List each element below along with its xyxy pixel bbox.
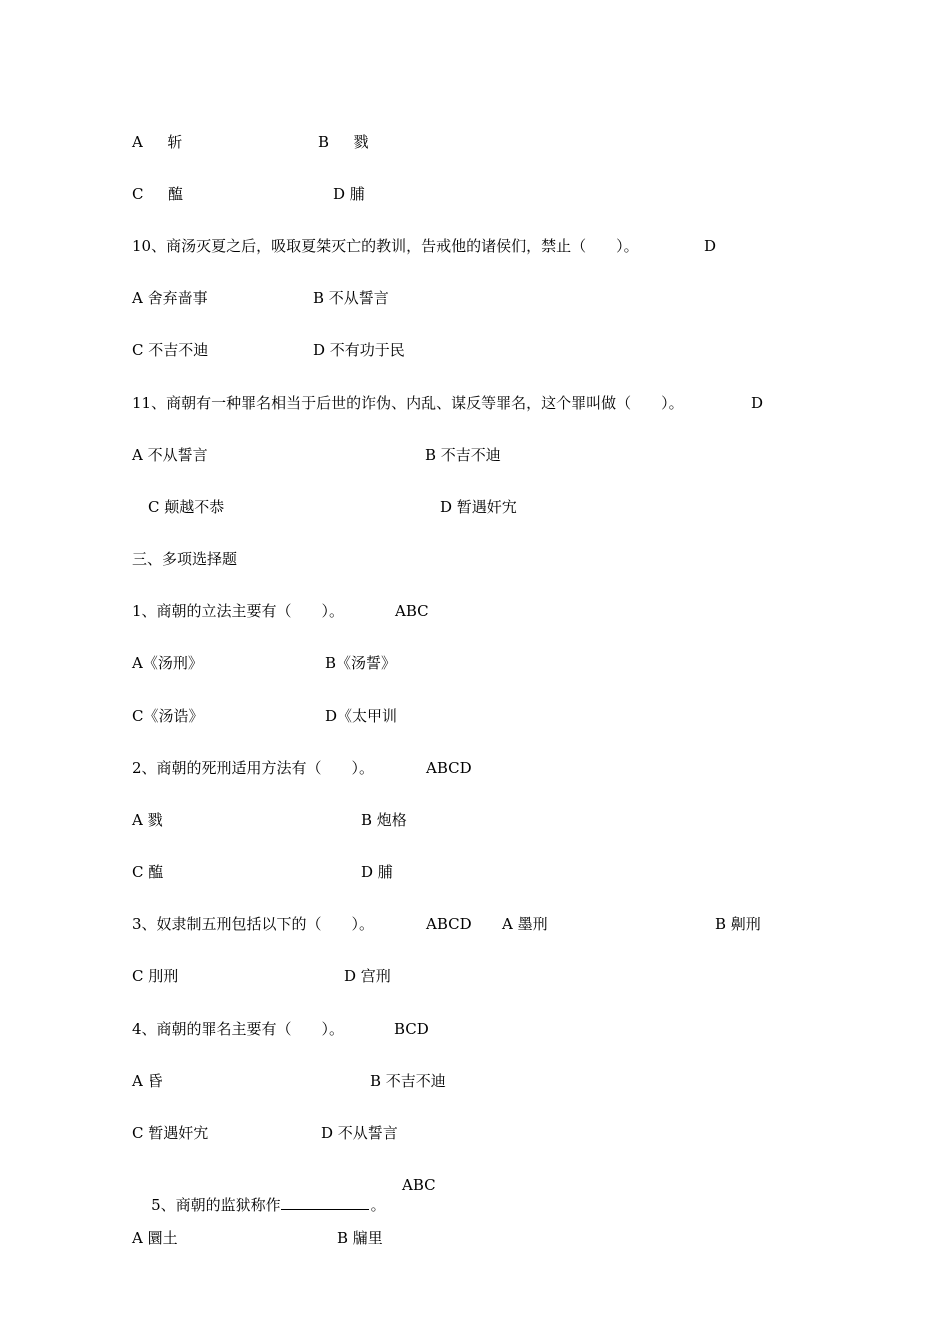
option-d: D 暂遇奸宄 xyxy=(440,498,517,516)
option-b: B 不吉不迪 xyxy=(370,1072,446,1090)
option-a: A 舍弃啬事 xyxy=(132,289,208,307)
answer-key: D xyxy=(751,394,764,412)
answer-key: BCD xyxy=(394,1020,429,1038)
option-a: A 墨刑 xyxy=(502,915,548,933)
option-d: D 不从誓言 xyxy=(321,1124,398,1142)
question-stem: 4、商朝的罪名主要有（ ）。 xyxy=(132,1020,345,1038)
option-b: B 不吉不迪 xyxy=(425,446,501,464)
option-c: C 刖刑 xyxy=(132,967,179,985)
option-b: B 不从誓言 xyxy=(313,289,389,307)
option-c: C 颠越不恭 xyxy=(148,498,225,516)
question-stem: 1、商朝的立法主要有（ ）。 xyxy=(132,602,345,620)
option-a: A《汤刑》 xyxy=(132,654,203,672)
answer-key: ABCD xyxy=(426,915,472,933)
option-c: C 醢 xyxy=(132,185,184,203)
option-b: B《汤誓》 xyxy=(325,654,397,672)
question-stem xyxy=(132,1175,386,1235)
stem-end-punct: 。 xyxy=(370,1196,386,1214)
option-b: B 牖里 xyxy=(337,1229,383,1247)
option-a: A 昏 xyxy=(132,1072,163,1090)
option-a: A 戮 xyxy=(132,811,163,829)
question-stem: 3、奴隶制五刑包括以下的（ ）。 xyxy=(132,915,375,933)
answer-key: ABCD xyxy=(426,759,472,777)
option-a: A 斩 xyxy=(132,133,183,151)
option-d: D 脯 xyxy=(333,185,365,203)
option-d: D 不有功于民 xyxy=(313,341,405,359)
question-stem: 10、商汤灭夏之后，吸取夏桀灭亡的教训，告戒他的诸侯们，禁止（ ）。 xyxy=(132,237,639,255)
option-b: B 戮 xyxy=(318,133,369,151)
option-c: C 暂遇奸宄 xyxy=(132,1124,209,1142)
option-b: B 劓刑 xyxy=(715,915,761,933)
answer-key: D xyxy=(704,237,717,255)
question-stem-text: 5、商朝的监狱称作 xyxy=(151,1196,281,1214)
question-stem: 11、商朝有一种罪名相当于后世的诈伪、内乱、谋反等罪名，这个罪叫做（ ）。 xyxy=(132,394,684,412)
answer-key: ABC xyxy=(395,602,429,620)
option-b: B 炮格 xyxy=(361,811,407,829)
option-c: C 醢 xyxy=(132,863,164,881)
section-heading: 三、多项选择题 xyxy=(132,550,238,568)
answer-key: ABC xyxy=(402,1176,436,1194)
fill-in-blank xyxy=(281,1195,369,1210)
option-c: C 不吉不迪 xyxy=(132,341,209,359)
option-a: A 不从誓言 xyxy=(132,446,208,464)
question-stem: 2、商朝的死刑适用方法有（ ）。 xyxy=(132,759,375,777)
option-a: A 圜土 xyxy=(132,1229,178,1247)
option-c: C《汤诰》 xyxy=(132,707,204,725)
option-d: D 脯 xyxy=(361,863,393,881)
option-d: D 宫刑 xyxy=(344,967,391,985)
option-d: D《太甲训 xyxy=(325,707,398,725)
